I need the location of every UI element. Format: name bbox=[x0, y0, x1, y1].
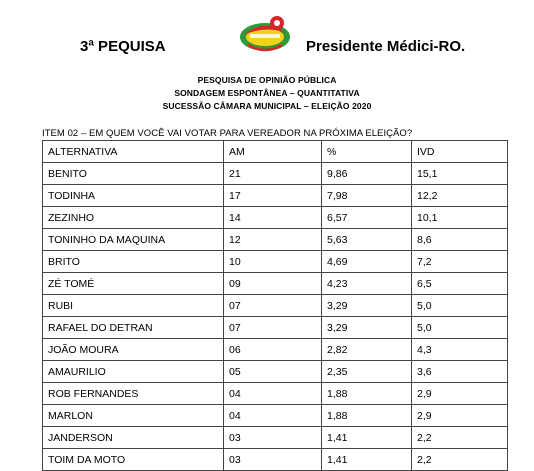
cell-alternativa: BRITO bbox=[43, 251, 224, 273]
cell-alternativa: JANDERSON bbox=[43, 427, 224, 449]
cell-alternativa: RUBI bbox=[43, 295, 224, 317]
cell-percent: 5,63 bbox=[322, 229, 412, 251]
cell-percent: 2,82 bbox=[322, 339, 412, 361]
cell-ivd: 8,6 bbox=[412, 229, 508, 251]
cell-ivd: 6,5 bbox=[412, 273, 508, 295]
table-row bbox=[43, 207, 508, 229]
cell-am: 10 bbox=[224, 251, 322, 273]
survey-type: SONDAGEM ESPONTÂNEA – QUANTITATIVA bbox=[174, 88, 360, 98]
table-row bbox=[43, 273, 508, 295]
cell-percent: 9,86 bbox=[322, 163, 412, 185]
cell-am: 04 bbox=[224, 383, 322, 405]
cell-ivd: 2,2 bbox=[412, 449, 508, 471]
cell-percent: 7,98 bbox=[322, 185, 412, 207]
cell-alternativa: ZEZINHO bbox=[43, 207, 224, 229]
cell-ivd: 2,9 bbox=[412, 383, 508, 405]
cell-am: 17 bbox=[224, 185, 322, 207]
results-table bbox=[42, 140, 508, 471]
header-survey-number: 3ª PEQUISA bbox=[80, 38, 166, 55]
cell-ivd: 3,6 bbox=[412, 361, 508, 383]
cell-percent: 2,35 bbox=[322, 361, 412, 383]
table-header-row bbox=[43, 141, 508, 163]
cell-alternativa: TODINHA bbox=[43, 185, 224, 207]
column-header-ivd: IVD bbox=[412, 141, 508, 163]
cell-percent: 1,41 bbox=[322, 449, 412, 471]
table-row bbox=[43, 361, 508, 383]
cell-am: 03 bbox=[224, 427, 322, 449]
cell-alternativa: RAFAEL DO DETRAN bbox=[43, 317, 224, 339]
cell-am: 03 bbox=[224, 449, 322, 471]
cell-alternativa: MARLON bbox=[43, 405, 224, 427]
cell-alternativa: ROB FERNANDES bbox=[43, 383, 224, 405]
cell-percent: 3,29 bbox=[322, 317, 412, 339]
cell-ivd: 4,3 bbox=[412, 339, 508, 361]
cell-am: 07 bbox=[224, 317, 322, 339]
cell-am: 07 bbox=[224, 295, 322, 317]
cell-ivd: 2,9 bbox=[412, 405, 508, 427]
cell-alternativa: JOÃO MOURA bbox=[43, 339, 224, 361]
cell-percent: 3,29 bbox=[322, 295, 412, 317]
table-row bbox=[43, 229, 508, 251]
cell-percent: 6,57 bbox=[322, 207, 412, 229]
column-header-am: AM bbox=[224, 141, 322, 163]
table-row bbox=[43, 427, 508, 449]
cell-alternativa: TOIM DA MOTO bbox=[43, 449, 224, 471]
cell-percent: 4,23 bbox=[322, 273, 412, 295]
cell-ivd: 10,1 bbox=[412, 207, 508, 229]
cell-percent: 4,69 bbox=[322, 251, 412, 273]
company-logo-icon bbox=[238, 13, 292, 57]
cell-alternativa: AMAURILIO bbox=[43, 361, 224, 383]
cell-ivd: 2,2 bbox=[412, 427, 508, 449]
table-row bbox=[43, 185, 508, 207]
table-row bbox=[43, 251, 508, 273]
table-row bbox=[43, 449, 508, 471]
table-row bbox=[43, 383, 508, 405]
column-header-alternativa: ALTERNATIVA bbox=[43, 141, 224, 163]
cell-ivd: 5,0 bbox=[412, 317, 508, 339]
cell-ivd: 12,2 bbox=[412, 185, 508, 207]
table-row bbox=[43, 339, 508, 361]
cell-am: 14 bbox=[224, 207, 322, 229]
cell-am: 04 bbox=[224, 405, 322, 427]
cell-am: 21 bbox=[224, 163, 322, 185]
table-row bbox=[43, 405, 508, 427]
cell-am: 06 bbox=[224, 339, 322, 361]
cell-ivd: 15,1 bbox=[412, 163, 508, 185]
table-row bbox=[43, 163, 508, 185]
cell-percent: 1,88 bbox=[322, 383, 412, 405]
cell-am: 05 bbox=[224, 361, 322, 383]
survey-title: PESQUISA DE OPINIÃO PÚBLICA bbox=[197, 75, 337, 85]
cell-alternativa: ZÉ TOMÉ bbox=[43, 273, 224, 295]
cell-percent: 1,41 bbox=[322, 427, 412, 449]
cell-ivd: 5,0 bbox=[412, 295, 508, 317]
cell-am: 09 bbox=[224, 273, 322, 295]
cell-percent: 1,88 bbox=[322, 405, 412, 427]
table-row bbox=[43, 295, 508, 317]
column-header-percent: % bbox=[322, 141, 412, 163]
question-text: ITEM 02 – EM QUEM VOCÊ VAI VOTAR PARA VEREADOR NA PRÓXIMA ELEIÇÃO? bbox=[42, 128, 413, 139]
table-row bbox=[43, 317, 508, 339]
cell-ivd: 7,2 bbox=[412, 251, 508, 273]
survey-subject: SUCESSÃO CÂMARA MUNICIPAL – ELEIÇÃO 2020 bbox=[162, 101, 372, 111]
cell-alternativa: TONINHO DA MAQUINA bbox=[43, 229, 224, 251]
cell-alternativa: BENITO bbox=[43, 163, 224, 185]
cell-am: 12 bbox=[224, 229, 322, 251]
header-location: Presidente Médici-RO. bbox=[306, 38, 466, 55]
